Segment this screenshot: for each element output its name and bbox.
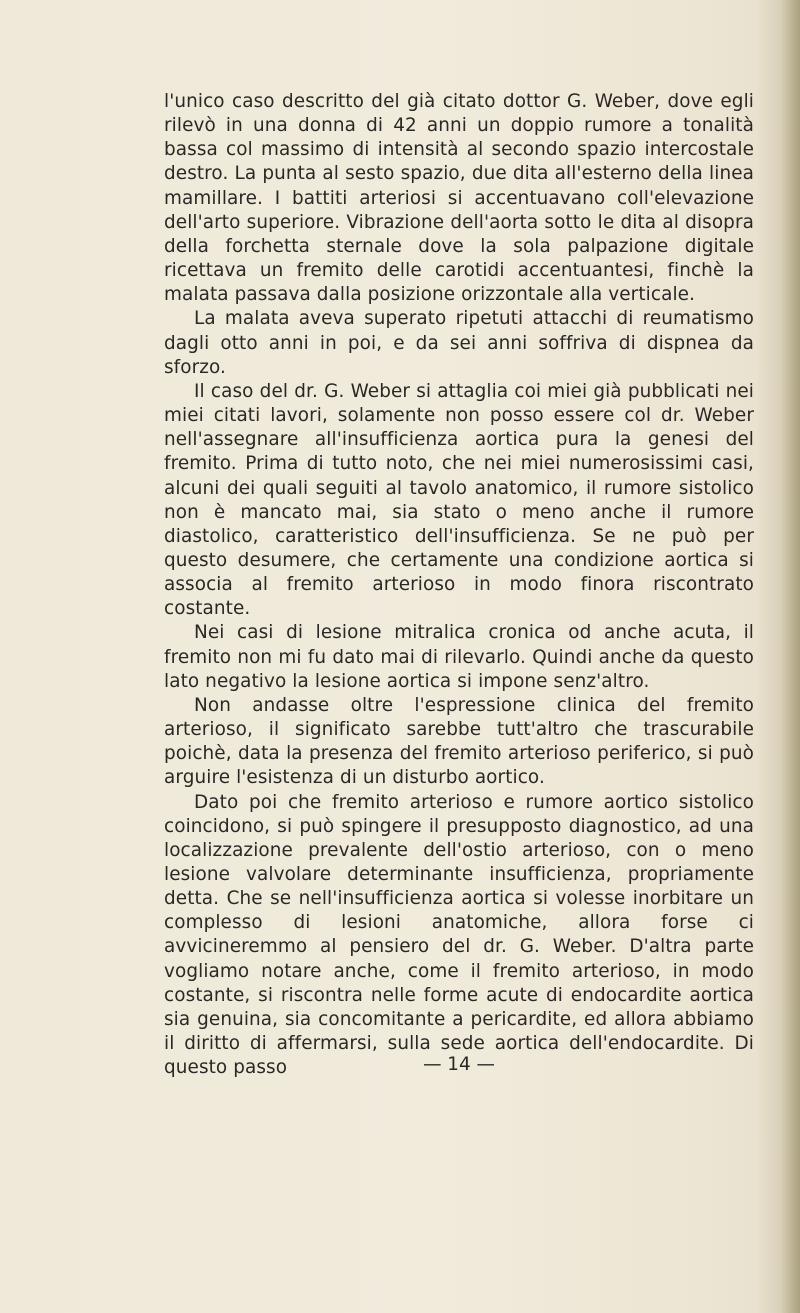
page-number: — 14 —	[423, 1054, 495, 1075]
paragraph-2: La malata aveva superato ripetuti attacchi di reumatismo dagli otto anni in poi, e da sei anni soffriva di dispnea da sforzo.	[164, 308, 754, 378]
paragraph-3: Il caso del dr. G. Weber si attaglia coi miei già pubblicati nei miei citati lavori, solamente non posso essere col dr. Weber nell'assegnare all'insufficienza aortica pura la genesi del fremito. Prima di tutto noto, che nei miei numerosissimi casi, alcuni dei quali seguiti al tavolo anatomico, il rumore sistolico non è mancato mai, sia stato o meno anche il rumore diastolico, caratteristico dell'insufficienza. Se ne può per questo desumere, che certamente una condizione aortica si associa al fremito arterioso in modo finora riscontrato costante.	[164, 380, 754, 620]
paragraph-4: Nei casi di lesione mitralica cronica od anche acuta, il fremito non mi fu dato mai di rilevarlo. Quindi anche da questo lato negativo la lesione aortica si impone senz'altro.	[164, 622, 754, 692]
page-edge-shadow	[756, 0, 800, 1313]
paragraph-1: l'unico caso descritto del già citato dottor G. Weber, dove egli rilevò in una donna di 42 anni un doppio rumore a tonalità bassa col massimo di intensità al secondo spazio intercostale destro. La punta al sesto spazio, due dita all'esterno della linea mamillare. I battiti arteriosi si accentuavano coll'elevazione dell'arto superiore. Vibrazione dell'aorta sotto le dita al disopra della forchetta sternale dove la sola palpazione digitale ricettava un fremito delle carotidi accentuantesi, finchè la malata passava dalla posizione orizzontale alla verticale.	[164, 91, 754, 306]
paragraph-5: Non andasse oltre l'espressione clinica del fremito arterioso, il significato sarebbe tutt'altro che trascurabile poichè, data la presenza del fremito arterioso periferico, si può arguire l'esistenza di un disturbo aortico.	[164, 694, 754, 789]
body-text	[164, 90, 754, 1080]
paragraph-6: Dato poi che fremito arterioso e rumore aortico sistolico coincidono, si può spingere il presupposto diagnostico, ad una localizzazione prevalente dell'ostio arterioso, con o meno lesione valvolare determinante insufficienza, propriamente detta. Che se nell'insufficienza aortica si volesse inorbitare un complesso di lesioni anatomiche, allora forse ci avvicineremmo al pensiero del dr. G. Weber. D'altra parte vogliamo notare anche, come il fremito arterioso, in modo costante, si riscontra nelle forme acute di endocardite aortica sia genuina, sia concomitante a pericardite, ed allora abbiamo il diritto di affermarsi, sulla sede aortica dell'endocardite. Di questo passo	[164, 791, 754, 1079]
